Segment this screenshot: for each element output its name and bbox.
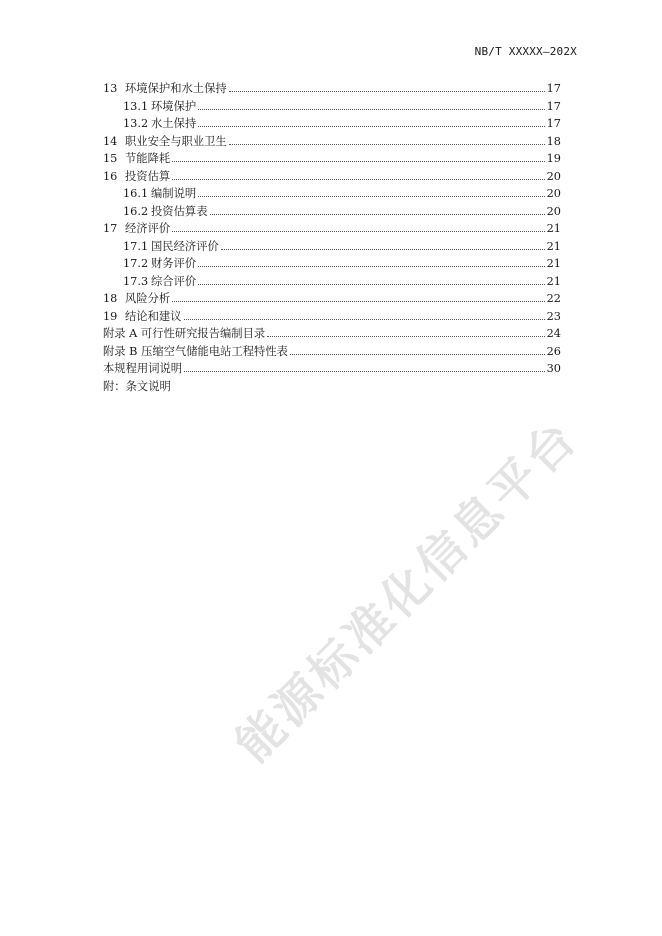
- toc-entry-page: 21: [546, 239, 561, 253]
- toc-leader-dots: [172, 161, 544, 162]
- toc-entry-page: 20: [546, 169, 561, 183]
- toc-entry-title: 经济评价: [125, 222, 171, 235]
- toc-entry-page: 23: [546, 309, 561, 323]
- toc-entry[interactable]: [103, 220, 561, 238]
- toc-entry-title: 结论和建议: [125, 309, 182, 323]
- toc-entry-title: 附：条文说明: [103, 379, 171, 393]
- toc-entry[interactable]: [103, 80, 561, 98]
- toc-entry-page: 30: [546, 362, 561, 375]
- toc-entry-title: 本规程用词说明: [103, 362, 183, 375]
- toc-entry-page: 17: [546, 99, 561, 113]
- toc-entry-number: 15: [103, 152, 118, 165]
- toc-entry[interactable]: [103, 290, 561, 308]
- toc-entry-number: 17.1: [123, 239, 149, 253]
- toc-leader-dots: [184, 319, 545, 320]
- toc-entry-page: 19: [546, 152, 561, 165]
- toc-entry[interactable]: [103, 343, 561, 361]
- toc-entry-title: 风险分析: [125, 292, 171, 305]
- toc-entry-number: 16.1: [123, 187, 149, 200]
- toc-entry[interactable]: [103, 98, 561, 116]
- table-of-contents: [103, 80, 561, 395]
- toc-entry-number: 16.2: [123, 204, 149, 218]
- toc-entry-page: 24: [546, 327, 561, 340]
- toc-leader-dots: [210, 214, 545, 215]
- toc-entry-number: 13.2: [123, 117, 149, 130]
- toc-entry-number: 13: [103, 82, 118, 95]
- toc-entry-title: 水土保持: [151, 117, 197, 130]
- toc-entry-title: 国民经济评价: [151, 239, 219, 253]
- toc-leader-dots: [172, 231, 544, 232]
- toc-entry[interactable]: [103, 255, 561, 273]
- toc-entry[interactable]: [103, 308, 561, 326]
- toc-leader-dots: [172, 301, 544, 302]
- toc-entry-title: 投资估算: [125, 169, 171, 183]
- toc-entry-page: 26: [546, 344, 561, 358]
- toc-entry-number: 17: [103, 222, 118, 235]
- toc-entry[interactable]: [103, 378, 561, 396]
- toc-entry-page: 21: [546, 222, 561, 235]
- toc-entry-title: 附录 A 可行性研究报告编制目录: [103, 327, 266, 340]
- toc-leader-dots: [198, 196, 544, 197]
- toc-leader-dots: [229, 91, 545, 92]
- toc-entry-title: 投资估算表: [151, 204, 208, 218]
- toc-entry-page: 18: [546, 134, 561, 148]
- toc-entry[interactable]: [103, 168, 561, 186]
- watermark: 能源标准化信息平台: [225, 409, 590, 774]
- toc-entry-page: 17: [546, 117, 561, 130]
- toc-entry-title: 附录 B 压缩空气储能电站工程特性表: [103, 344, 288, 358]
- toc-entry-number: 16: [103, 169, 118, 183]
- toc-entry[interactable]: [103, 273, 561, 291]
- toc-entry[interactable]: [103, 115, 561, 133]
- toc-entry-page: 22: [546, 292, 561, 305]
- toc-entry-page: 20: [546, 204, 561, 218]
- toc-entry[interactable]: [103, 203, 561, 221]
- toc-entry-number: 13.1: [123, 99, 149, 113]
- toc-leader-dots: [229, 144, 545, 145]
- toc-entry-number: 14: [103, 134, 118, 148]
- toc-entry[interactable]: [103, 360, 561, 378]
- toc-entry[interactable]: [103, 238, 561, 256]
- toc-entry[interactable]: [103, 185, 561, 203]
- toc-entry-title: 环境保护和水土保持: [125, 82, 227, 95]
- toc-entry-number: 19: [103, 309, 118, 323]
- toc-entry-page: 20: [546, 187, 561, 200]
- document-code-header: NB/T XXXXX—202X: [474, 45, 577, 58]
- toc-entry-page: 21: [546, 257, 561, 270]
- toc-entry-title: 综合评价: [151, 274, 197, 288]
- toc-leader-dots: [290, 354, 545, 355]
- toc-leader-dots: [198, 126, 544, 127]
- toc-entry[interactable]: [103, 133, 561, 151]
- toc-leader-dots: [198, 109, 544, 110]
- toc-entry-number: 17.3: [123, 274, 149, 288]
- toc-entry-page: 17: [546, 82, 561, 95]
- toc-entry-number: 17.2: [123, 257, 149, 270]
- toc-entry-title: 职业安全与职业卫生: [125, 134, 227, 148]
- toc-entry[interactable]: [103, 325, 561, 343]
- toc-entry-title: 财务评价: [151, 257, 197, 270]
- toc-entry[interactable]: [103, 150, 561, 168]
- toc-leader-dots: [172, 179, 544, 180]
- toc-entry-title: 编制说明: [151, 187, 197, 200]
- toc-leader-dots: [198, 284, 544, 285]
- toc-leader-dots: [221, 249, 545, 250]
- toc-entry-title: 环境保护: [151, 99, 197, 113]
- toc-leader-dots: [184, 371, 545, 372]
- toc-entry-title: 节能降耗: [125, 152, 171, 165]
- toc-entry-number: 18: [103, 292, 118, 305]
- toc-entry-page: 21: [546, 274, 561, 288]
- toc-leader-dots: [267, 336, 544, 337]
- toc-leader-dots: [198, 266, 544, 267]
